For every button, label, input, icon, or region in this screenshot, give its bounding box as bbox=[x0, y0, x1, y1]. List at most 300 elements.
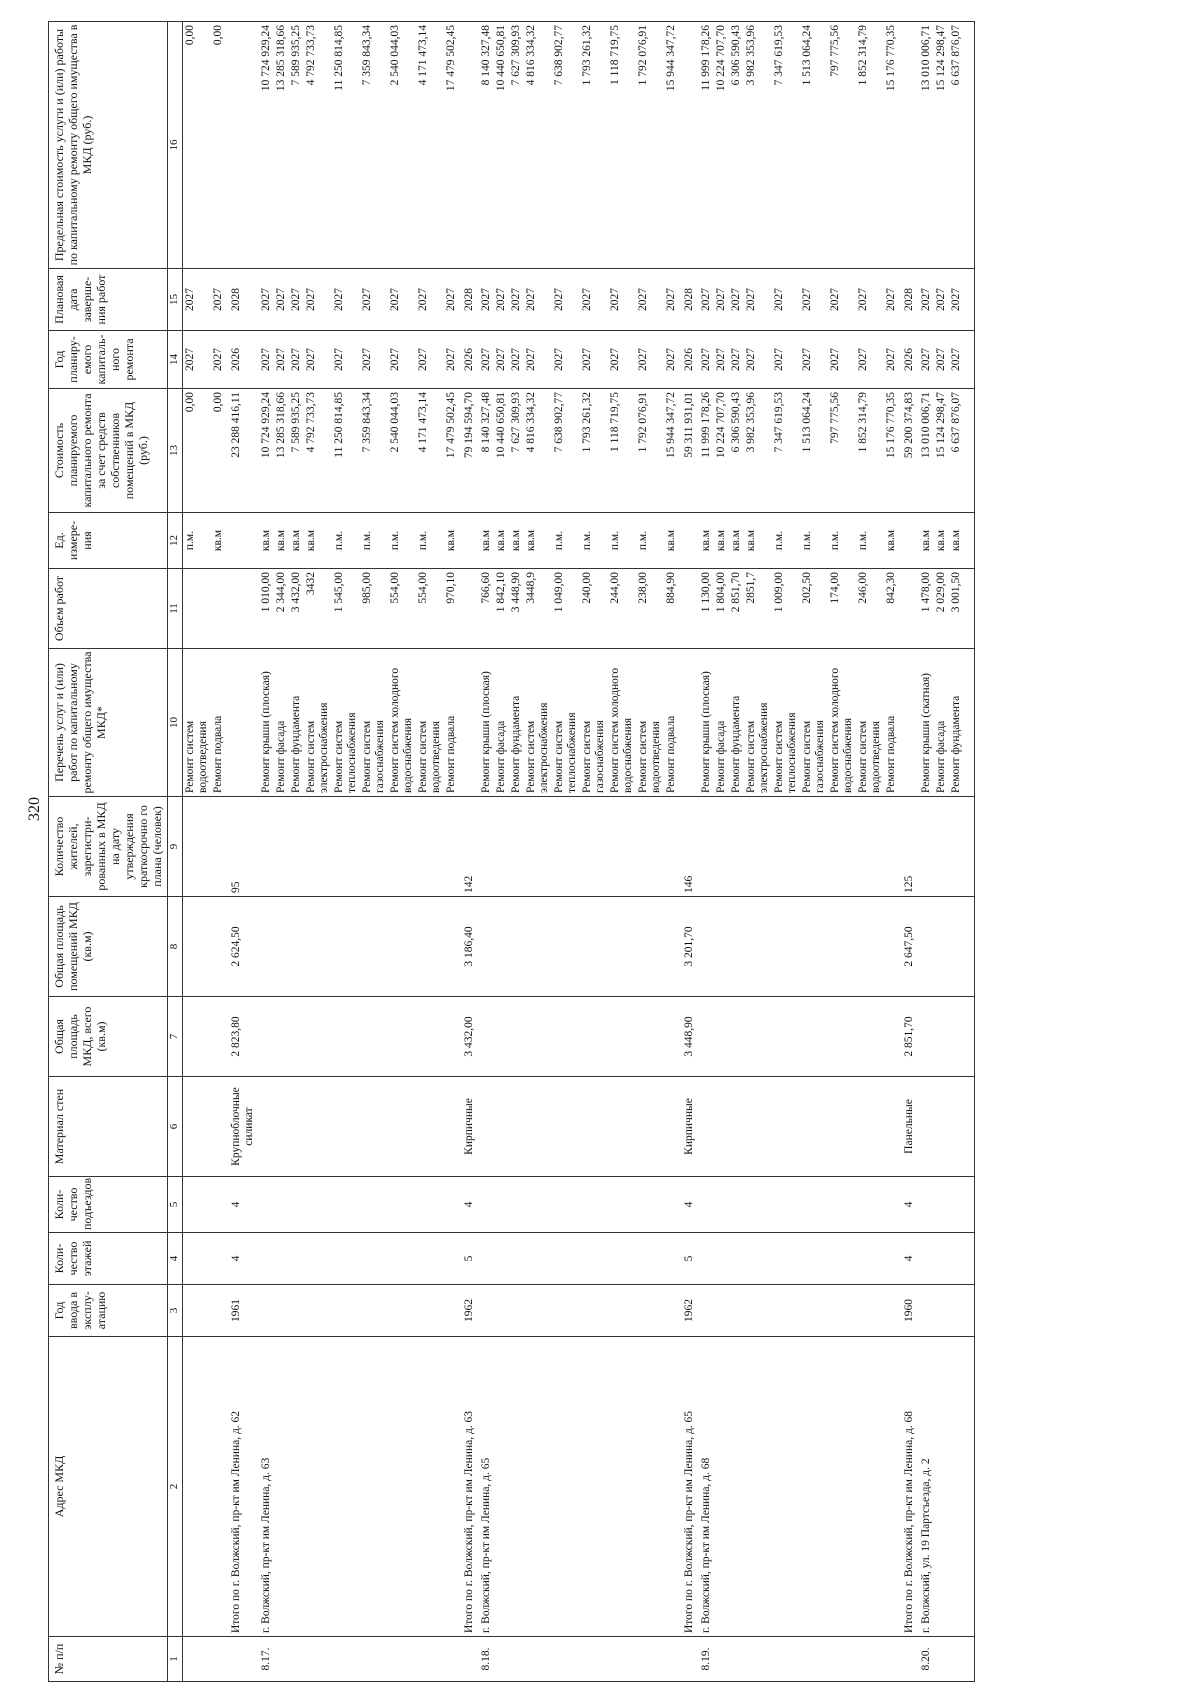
table-cell: 15 944 347,72 bbox=[664, 389, 679, 513]
table-cell bbox=[934, 1233, 949, 1285]
table-cell: 0,00 bbox=[183, 22, 212, 269]
table-cell: 3 448,90 bbox=[509, 569, 524, 649]
table-cell bbox=[828, 797, 856, 897]
table-cell bbox=[714, 1337, 729, 1637]
table-cell: 2027 bbox=[934, 269, 949, 331]
table-cell: 1 513 064,24 bbox=[800, 389, 828, 513]
table-cell bbox=[636, 1337, 664, 1637]
table-cell: 2027 bbox=[183, 331, 212, 389]
table-cell bbox=[444, 1177, 459, 1233]
total-row bbox=[679, 22, 699, 1682]
table-cell bbox=[494, 997, 509, 1077]
table-cell: 2027 bbox=[211, 331, 226, 389]
table-cell bbox=[608, 1177, 636, 1233]
work-row bbox=[494, 22, 509, 1682]
table-cell bbox=[856, 1177, 884, 1233]
table-cell bbox=[259, 1285, 274, 1337]
table-cell bbox=[919, 897, 934, 997]
table-cell: 10 440 650,81 bbox=[494, 22, 509, 269]
table-cell: 2027 bbox=[388, 269, 416, 331]
table-cell bbox=[580, 897, 608, 997]
table-cell bbox=[274, 1177, 289, 1233]
table-cell: Ремонт систем водоотведения bbox=[416, 649, 444, 797]
table-cell: Ремонт систем теплоснабжения bbox=[552, 649, 580, 797]
table-cell bbox=[608, 897, 636, 997]
table-cell: 15 124 298,47 bbox=[934, 389, 949, 513]
table-cell: 3 186,40 bbox=[459, 897, 479, 997]
table-cell bbox=[949, 797, 964, 897]
capital-repair-table bbox=[48, 21, 975, 1682]
table-cell: 1 118 719,75 bbox=[608, 22, 636, 269]
table-cell: 2027 bbox=[360, 269, 388, 331]
table-cell: 1 009,00 bbox=[772, 569, 800, 649]
table-cell bbox=[964, 1285, 975, 1337]
table-cell: 2027 bbox=[274, 269, 289, 331]
table-cell: кв.м bbox=[664, 513, 679, 569]
work-row bbox=[884, 22, 899, 1682]
table-cell bbox=[744, 1637, 772, 1682]
column-number: 7 bbox=[168, 997, 183, 1077]
table-cell bbox=[289, 1637, 304, 1682]
table-cell: 0,00 bbox=[211, 22, 226, 269]
table-cell bbox=[304, 797, 332, 897]
table-cell: Ремонт систем холодного водоснабжения bbox=[828, 649, 856, 797]
table-cell: 1 049,00 bbox=[552, 569, 580, 649]
table-cell bbox=[828, 897, 856, 997]
table-cell bbox=[444, 1285, 459, 1337]
table-cell bbox=[800, 897, 828, 997]
table-cell: 2027 bbox=[552, 331, 580, 389]
table-cell bbox=[360, 897, 388, 997]
table-cell: 4 792 733,73 bbox=[304, 389, 332, 513]
table-cell bbox=[524, 997, 552, 1077]
table-cell bbox=[729, 1233, 744, 1285]
table-cell bbox=[259, 1233, 274, 1285]
table-cell bbox=[289, 897, 304, 997]
column-number: 9 bbox=[168, 797, 183, 897]
table-cell: 2027 bbox=[552, 269, 580, 331]
table-cell bbox=[360, 1337, 388, 1637]
table-cell: 797 775,56 bbox=[828, 22, 856, 269]
table-cell bbox=[509, 997, 524, 1077]
table-cell: 4 bbox=[459, 1177, 479, 1233]
table-cell bbox=[183, 1177, 212, 1233]
table-cell: 1 118 719,75 bbox=[608, 389, 636, 513]
table-cell: Ремонт фасада bbox=[274, 649, 289, 797]
table-cell: 2027 bbox=[444, 331, 459, 389]
table-cell: кв.м bbox=[524, 513, 552, 569]
table-cell: Ремонт систем теплоснабжения bbox=[772, 649, 800, 797]
table-cell: 4 bbox=[226, 1233, 259, 1285]
table-cell bbox=[509, 1337, 524, 1637]
table-cell bbox=[459, 1637, 479, 1682]
table-cell bbox=[856, 1637, 884, 1682]
table-cell bbox=[479, 897, 494, 997]
table-cell: 970,10 bbox=[444, 569, 459, 649]
table-cell bbox=[664, 1077, 679, 1177]
table-cell bbox=[360, 1233, 388, 1285]
table-cell bbox=[211, 1285, 226, 1337]
table-cell: 4 bbox=[226, 1177, 259, 1233]
table-cell bbox=[964, 1337, 975, 1637]
table-cell: кв.м bbox=[494, 513, 509, 569]
table-cell bbox=[552, 797, 580, 897]
table-cell: Ремонт систем водоотведения bbox=[636, 649, 664, 797]
table-cell bbox=[304, 1177, 332, 1233]
table-cell bbox=[744, 1337, 772, 1637]
table-cell bbox=[304, 897, 332, 997]
table-cell bbox=[664, 897, 679, 997]
table-cell bbox=[416, 1337, 444, 1637]
table-cell bbox=[664, 1285, 679, 1337]
table-cell: п.м. bbox=[580, 513, 608, 569]
table-cell: 238,00 bbox=[636, 569, 664, 649]
table-cell bbox=[183, 1077, 212, 1177]
table-cell: 2026 bbox=[899, 331, 919, 389]
table-cell: 2027 bbox=[664, 331, 679, 389]
table-cell bbox=[552, 1637, 580, 1682]
table-cell bbox=[934, 1177, 949, 1233]
table-cell bbox=[828, 1177, 856, 1233]
table-cell bbox=[699, 1177, 714, 1233]
column-number: 5 bbox=[168, 1177, 183, 1233]
table-cell: 146 bbox=[679, 797, 699, 897]
table-cell: 1 513 064,24 bbox=[800, 22, 828, 269]
table-cell: 8 140 327,48 bbox=[479, 22, 494, 269]
table-cell: 2027 bbox=[636, 269, 664, 331]
column-header: Год планиру- емого капиталь- ного ремонта bbox=[49, 331, 168, 389]
table-cell: 11 999 178,26 bbox=[699, 389, 714, 513]
table-cell: Итого по г. Волжский, пр-кт им Ленина, д. 68 bbox=[899, 1337, 919, 1637]
table-cell bbox=[729, 1637, 744, 1682]
table-cell bbox=[636, 1177, 664, 1233]
table-cell: 240,00 bbox=[580, 569, 608, 649]
table-cell bbox=[183, 797, 212, 897]
table-cell bbox=[552, 1233, 580, 1285]
table-cell bbox=[856, 897, 884, 997]
table-cell bbox=[259, 1177, 274, 1233]
table-cell bbox=[416, 997, 444, 1077]
table-cell: Ремонт фундамента bbox=[509, 649, 524, 797]
total-row bbox=[226, 22, 259, 1682]
table-cell bbox=[772, 997, 800, 1077]
table-cell bbox=[949, 1637, 964, 1682]
table-cell: кв.м bbox=[934, 513, 949, 569]
table-cell bbox=[949, 1233, 964, 1285]
table-cell bbox=[494, 1233, 509, 1285]
table-cell bbox=[699, 997, 714, 1077]
table-cell bbox=[919, 1077, 934, 1177]
table-cell bbox=[679, 22, 699, 269]
table-cell: 2027 bbox=[524, 269, 552, 331]
column-header: Плановая дата заверше- ния работ bbox=[49, 269, 168, 331]
table-cell: кв.м bbox=[304, 513, 332, 569]
table-cell bbox=[919, 1177, 934, 1233]
table-cell bbox=[183, 1337, 212, 1637]
table-cell: 842,30 bbox=[884, 569, 899, 649]
table-cell bbox=[636, 1637, 664, 1682]
table-cell bbox=[772, 797, 800, 897]
table-cell: 2027 bbox=[416, 331, 444, 389]
work-row bbox=[444, 22, 459, 1682]
table-cell: 4 171 473,14 bbox=[416, 389, 444, 513]
table-cell bbox=[800, 1233, 828, 1285]
table-cell bbox=[479, 1177, 494, 1233]
table-cell: 2027 bbox=[884, 331, 899, 389]
table-cell: 1961 bbox=[226, 1285, 259, 1337]
table-cell bbox=[226, 649, 259, 797]
table-cell bbox=[884, 1285, 899, 1337]
table-cell: 1 804,00 bbox=[714, 569, 729, 649]
table-cell bbox=[772, 1337, 800, 1637]
table-cell bbox=[416, 1177, 444, 1233]
table-cell: 2027 bbox=[289, 331, 304, 389]
table-cell bbox=[494, 1337, 509, 1637]
work-row bbox=[744, 22, 772, 1682]
table-cell bbox=[884, 1337, 899, 1637]
table-cell: п.м. bbox=[828, 513, 856, 569]
table-cell bbox=[552, 1285, 580, 1337]
total-row bbox=[459, 22, 479, 1682]
column-header: Коли- чество этажей bbox=[49, 1233, 168, 1285]
table-cell bbox=[964, 1177, 975, 1233]
table-cell bbox=[211, 1637, 226, 1682]
table-cell: Ремонт подвала bbox=[211, 649, 226, 797]
table-cell: кв.м bbox=[289, 513, 304, 569]
table-cell: Ремонт фундамента bbox=[949, 649, 964, 797]
table-cell bbox=[608, 1337, 636, 1637]
table-cell bbox=[360, 797, 388, 897]
table-cell bbox=[211, 897, 226, 997]
table-cell bbox=[304, 997, 332, 1077]
column-header: Год ввода в эксплу- атацию bbox=[49, 1285, 168, 1337]
work-row bbox=[552, 22, 580, 1682]
table-cell bbox=[416, 1077, 444, 1177]
table-cell bbox=[964, 331, 975, 389]
work-row bbox=[636, 22, 664, 1682]
table-cell bbox=[884, 797, 899, 897]
table-cell bbox=[729, 897, 744, 997]
table-cell bbox=[714, 1077, 729, 1177]
table-cell bbox=[524, 897, 552, 997]
table-cell: 1 852 314,79 bbox=[856, 22, 884, 269]
table-cell bbox=[388, 997, 416, 1077]
table-cell: 7 627 309,93 bbox=[509, 389, 524, 513]
table-cell: 0,00 bbox=[183, 389, 212, 513]
table-cell: 1 842,10 bbox=[494, 569, 509, 649]
table-cell bbox=[211, 1233, 226, 1285]
table-cell bbox=[580, 1077, 608, 1177]
table-cell bbox=[729, 1177, 744, 1233]
table-cell bbox=[772, 1233, 800, 1285]
table-cell: Итого по г. Волжский, пр-кт им Ленина, д. 62 bbox=[226, 1337, 259, 1637]
table-cell bbox=[360, 1637, 388, 1682]
table-cell: 15 124 298,47 bbox=[934, 22, 949, 269]
table-cell bbox=[332, 997, 360, 1077]
table-cell: 2027 bbox=[494, 331, 509, 389]
table-cell: 2027 bbox=[608, 269, 636, 331]
table-cell: 10 724 929,24 bbox=[259, 389, 274, 513]
table-cell bbox=[949, 1077, 964, 1177]
table-cell bbox=[729, 797, 744, 897]
table-cell: п.м. bbox=[360, 513, 388, 569]
table-cell: 1962 bbox=[679, 1285, 699, 1337]
table-cell bbox=[183, 1285, 212, 1337]
table-cell bbox=[899, 1637, 919, 1682]
table-cell: 2027 bbox=[636, 331, 664, 389]
table-cell bbox=[259, 897, 274, 997]
table-cell bbox=[211, 1177, 226, 1233]
table-cell bbox=[360, 997, 388, 1077]
table-cell: Ремонт фасада bbox=[934, 649, 949, 797]
table-cell: 2 823,80 bbox=[226, 997, 259, 1077]
table-cell bbox=[884, 1177, 899, 1233]
table-cell bbox=[964, 797, 975, 897]
table-cell bbox=[714, 1177, 729, 1233]
table-cell: 2027 bbox=[856, 269, 884, 331]
table-cell bbox=[524, 1077, 552, 1177]
table-cell bbox=[416, 1637, 444, 1682]
table-cell: 7 347 619,53 bbox=[772, 22, 800, 269]
table-cell bbox=[524, 1285, 552, 1337]
table-cell: 2027 bbox=[479, 331, 494, 389]
table-cell bbox=[580, 1233, 608, 1285]
table-cell bbox=[964, 269, 975, 331]
table-cell bbox=[388, 797, 416, 897]
table-cell: 2027 bbox=[259, 331, 274, 389]
table-cell: 7 627 309,93 bbox=[509, 22, 524, 269]
table-cell bbox=[856, 1285, 884, 1337]
table-cell bbox=[934, 1285, 949, 1337]
table-cell: 1 792 076,91 bbox=[636, 22, 664, 269]
table-cell bbox=[800, 797, 828, 897]
table-cell bbox=[608, 797, 636, 897]
table-cell bbox=[800, 1285, 828, 1337]
table-cell bbox=[828, 1077, 856, 1177]
table-cell: кв.м bbox=[714, 513, 729, 569]
table-cell: Кирпичные bbox=[679, 1077, 699, 1177]
table-cell: 3 982 353,96 bbox=[744, 389, 772, 513]
table-cell: Ремонт систем холодного водоснабжения bbox=[608, 649, 636, 797]
table-cell bbox=[699, 897, 714, 997]
table-cell: 2027 bbox=[304, 331, 332, 389]
table-cell bbox=[388, 1285, 416, 1337]
table-cell bbox=[211, 997, 226, 1077]
table-cell bbox=[459, 569, 479, 649]
table-cell bbox=[664, 1337, 679, 1637]
work-row bbox=[304, 22, 332, 1682]
table-cell bbox=[772, 1637, 800, 1682]
table-cell: Ремонт крыши (плоская) bbox=[479, 649, 494, 797]
work-row bbox=[274, 22, 289, 1682]
table-cell bbox=[744, 1177, 772, 1233]
table-cell bbox=[636, 1285, 664, 1337]
table-cell bbox=[964, 897, 975, 997]
table-cell: 79 194 594,70 bbox=[459, 389, 479, 513]
work-row bbox=[332, 22, 360, 1682]
table-cell: п.м. bbox=[388, 513, 416, 569]
table-cell: Кирпичные bbox=[459, 1077, 479, 1177]
table-cell bbox=[744, 797, 772, 897]
table-cell: 1960 bbox=[899, 1285, 919, 1337]
table-cell: Ремонт систем холодного водоснабжения bbox=[388, 649, 416, 797]
table-cell: 2027 bbox=[524, 331, 552, 389]
table-cell: 2027 bbox=[416, 269, 444, 331]
table-cell bbox=[714, 1285, 729, 1337]
work-row bbox=[259, 22, 274, 1682]
table-cell: Итого по г. Волжский, пр-кт им Ленина, д. 65 bbox=[679, 1337, 699, 1637]
work-row bbox=[479, 22, 494, 1682]
table-cell bbox=[828, 1637, 856, 1682]
work-row bbox=[289, 22, 304, 1682]
table-cell bbox=[699, 1077, 714, 1177]
table-cell: кв.м bbox=[884, 513, 899, 569]
table-cell bbox=[304, 1337, 332, 1637]
table-cell: 13 010 006,71 bbox=[919, 22, 934, 269]
table-cell: г. Волжский, пр-кт им Ленина, д. 65 bbox=[479, 1337, 494, 1637]
table-cell: 5 bbox=[679, 1233, 699, 1285]
table-cell bbox=[388, 1233, 416, 1285]
table-cell bbox=[388, 897, 416, 997]
table-cell bbox=[509, 797, 524, 897]
table-cell: кв.м bbox=[259, 513, 274, 569]
table-cell bbox=[332, 1177, 360, 1233]
table-cell bbox=[636, 1233, 664, 1285]
table-cell: 2028 bbox=[679, 269, 699, 331]
table-cell: 554,00 bbox=[416, 569, 444, 649]
work-row bbox=[919, 22, 934, 1682]
table-cell: 7 589 935,25 bbox=[289, 22, 304, 269]
table-cell bbox=[524, 1177, 552, 1233]
table-cell bbox=[332, 1337, 360, 1637]
table-cell: 4 816 334,32 bbox=[524, 22, 552, 269]
table-cell bbox=[800, 1077, 828, 1177]
table-cell bbox=[304, 1285, 332, 1337]
table-cell: 11 250 814,85 bbox=[332, 22, 360, 269]
table-cell: 2027 bbox=[608, 331, 636, 389]
table-cell: 2027 bbox=[800, 269, 828, 331]
work-row bbox=[524, 22, 552, 1682]
table-cell bbox=[949, 997, 964, 1077]
table-cell bbox=[211, 1337, 226, 1637]
table-cell bbox=[524, 1337, 552, 1637]
table-cell bbox=[828, 1233, 856, 1285]
table-cell: 2027 bbox=[494, 269, 509, 331]
table-cell: 2 851,70 bbox=[899, 997, 919, 1077]
table-cell: 59 311 931,01 bbox=[679, 389, 699, 513]
table-cell bbox=[494, 1637, 509, 1682]
table-cell: 985,00 bbox=[360, 569, 388, 649]
table-cell bbox=[444, 1077, 459, 1177]
table-cell bbox=[964, 1077, 975, 1177]
table-cell bbox=[388, 1337, 416, 1637]
table-cell bbox=[828, 997, 856, 1077]
table-cell bbox=[772, 897, 800, 997]
table-cell bbox=[949, 1285, 964, 1337]
table-cell: п.м. bbox=[636, 513, 664, 569]
table-cell bbox=[552, 897, 580, 997]
table-cell bbox=[664, 1177, 679, 1233]
table-cell bbox=[934, 1637, 949, 1682]
table-cell bbox=[772, 1177, 800, 1233]
table-cell bbox=[800, 997, 828, 1077]
table-cell: 7 638 902,77 bbox=[552, 22, 580, 269]
column-number: 11 bbox=[168, 569, 183, 649]
table-cell bbox=[608, 1233, 636, 1285]
table-cell bbox=[772, 1077, 800, 1177]
table-cell: 2 851,70 bbox=[729, 569, 744, 649]
table-body bbox=[183, 22, 975, 1682]
